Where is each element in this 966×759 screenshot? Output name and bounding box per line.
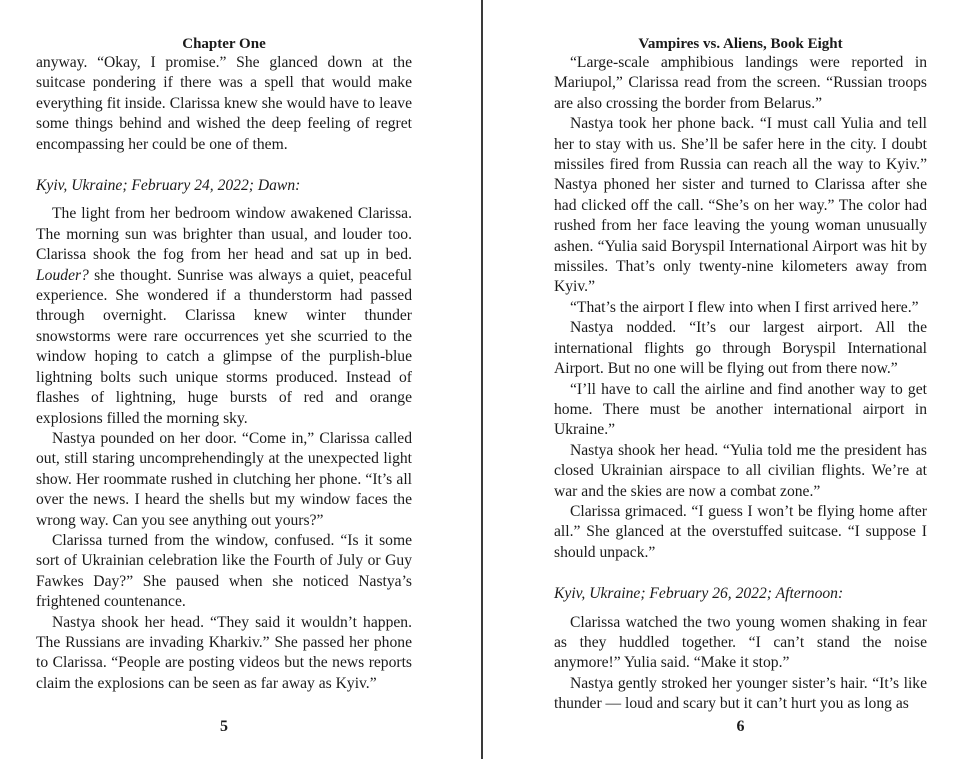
emphasis: Louder?: [36, 266, 89, 284]
left-page: [36, 0, 412, 759]
right-page: [554, 0, 927, 759]
paragraph: “That’s the airport I flew into when I first arrived here.”: [570, 298, 919, 316]
paragraph: Clarissa watched the two young women shaking in fear as they huddled together. “I can’t stand the noise anymore!” Yulia said. “Make it stop.”: [554, 613, 927, 672]
page-number-left: 5: [220, 718, 228, 735]
paragraph: Nastya shook her head. “Yulia told me the president has closed Ukrainian airspace to all civilian flights. We’re at war and the skies are now a combat zone.”: [554, 441, 927, 500]
paragraph: Nastya took her phone back. “I must call Yulia and tell her to stay with us. She’ll be safer here in the city. I doubt missiles fired from Russia can reach all the way to Kyiv.” Nastya phoned her sister and turned to Clarissa after she had clicked off the call. “She’s on her way.” The color had rushed from her face leaving the young woman unusually ashen. “Yulia said Boryspil International Airport was hit by missiles. That’s only twenty-nine kilometers away from Kyiv.”: [554, 115, 927, 296]
paragraph: “I’ll have to call the airline and find another way to get home. There must be another international airport in Ukraine.”: [554, 380, 927, 439]
paragraph: Nastya nodded. “It’s our largest airport. All the international flights go through Boryspil International Airport. But no one will be flying out from there now.”: [554, 319, 927, 378]
running-head-left: Chapter One: [182, 36, 266, 52]
left-page-body: [36, 53, 412, 694]
paragraph: “Large-scale amphibious landings were reported in Mariupol,” Clarissa read from the screen. “Russian troops are also crossing the border from Belarus.”: [554, 54, 927, 112]
scene-heading: Kyiv, Ukraine; February 24, 2022; Dawn:: [36, 177, 301, 195]
paragraph: The light from her bedroom window awakened Clarissa. The morning sun was brighter than usual, and louder too. Clarissa shook the fog from her head and sat up in bed. Louder? she thought. Sunrise was always a quiet, peaceful experience. She wondered if a thunderstorm had passed through overnight. Clarissa knew winter thunder snowstorms were rare occurrences yet she scurried to the window hoping to catch a glimpse of the purplish-blue lightning bolts such unique storms produced. Instead of flashes of lightning, huge bursts of red and orange explosions filled the morning sky.: [36, 205, 412, 427]
paragraph: Nastya shook her head. “They said it wouldn’t happen. The Russians are invading Kharkiv.” She passed her phone to Clarissa. “People are posting videos but the news reports claim the explosions can be seen as far away as Kyiv.”: [36, 613, 412, 692]
right-page-body: [554, 53, 927, 715]
paragraph: anyway. “Okay, I promise.” She glanced down at the suitcase pondering if there was a spell that would make everything fit inside. Clarissa knew she would have to leave some things behind and wished the deep feeling of regret encompassing her could be one of them.: [36, 54, 412, 153]
paragraph: Clarissa grimaced. “I guess I won’t be flying home after all.” She glanced at the overstuffed suitcase. “I suppose I should unpack.”: [554, 502, 927, 561]
paragraph: Nastya gently stroked her younger sister’s hair. “It’s like thunder — loud and scary but it can’t hurt you as long as: [554, 674, 927, 713]
running-head-right: Vampires vs. Aliens, Book Eight: [638, 36, 843, 52]
page-number-right: 6: [736, 718, 745, 735]
paragraph: Nastya pounded on her door. “Come in,” Clarissa called out, still staring uncomprehendingly at the unexpected light show. Her roommate rushed in clutching her phone. “It’s all over the news. I heard the shells but my window faces the wrong way. Can you see anything out yours?”: [36, 429, 412, 529]
paragraph: Clarissa turned from the window, confused. “Is it some sort of Ukrainian celebration like the Fourth of July or Guy Fawkes Day?” She paused when she noticed Nastya’s frightened countenance.: [36, 531, 412, 611]
scene-heading: Kyiv, Ukraine; February 26, 2022; Afternoon:: [554, 585, 844, 603]
page-gutter-divider: [481, 0, 483, 759]
